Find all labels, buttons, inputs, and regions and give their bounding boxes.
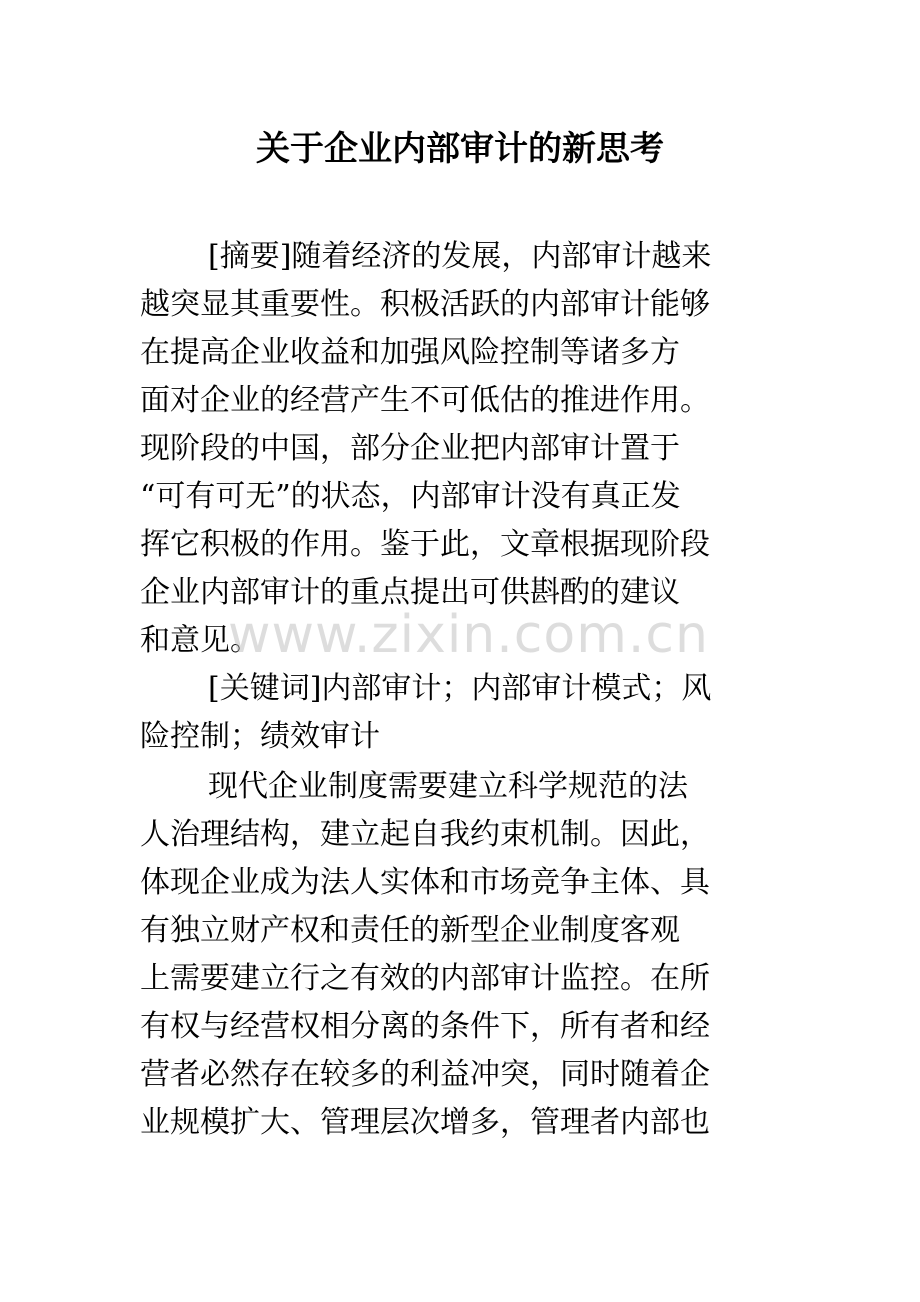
body-line: 现代企业制度需要建立科学规范的法 (208, 769, 688, 804)
body-line: [关键词]内部审计；内部审计模式；风 (208, 671, 712, 706)
body-line: 企业内部审计的重点提出可供斟酌的建议 (140, 575, 680, 610)
body-line: “可有可无”的状态，内部审计没有真正发 (140, 479, 681, 514)
body-line: 险控制；绩效审计 (140, 719, 380, 754)
body-line: 挥它积极的作用。鉴于此，文章根据现阶段 (140, 527, 710, 562)
body-line: 在提高企业收益和加强风险控制等诸多方 (140, 335, 680, 370)
body-line: 现阶段的中国，部分企业把内部审计置于 (140, 431, 680, 466)
body-line: 上需要建立行之有效的内部审计监控。在所 (140, 961, 710, 996)
document-title: 关于企业内部审计的新思考 (256, 129, 664, 169)
body-line: 越突显其重要性。积极活跃的内部审计能够 (140, 287, 710, 322)
body-line: 营者必然存在较多的利益冲突，同时随着企 (140, 1057, 710, 1092)
body-line: 和意见。 (140, 623, 260, 658)
body-line: 人治理结构，建立起自我约束机制。因此， (140, 817, 710, 852)
watermark-text: www.zixin.com.cn (228, 605, 709, 665)
body-line: 有独立财产权和责任的新型企业制度客观 (140, 913, 680, 948)
body-line: 业规模扩大、管理层次增多，管理者内部也 (140, 1105, 710, 1140)
body-line: 体现企业成为法人实体和市场竞争主体、具 (140, 865, 710, 900)
body-line: 有权与经营权相分离的条件下，所有者和经 (140, 1009, 710, 1044)
body-line: [摘要]随着经济的发展，内部审计越来 (208, 239, 712, 274)
body-line: 面对企业的经营产生不可低估的推进作用。 (140, 383, 710, 418)
